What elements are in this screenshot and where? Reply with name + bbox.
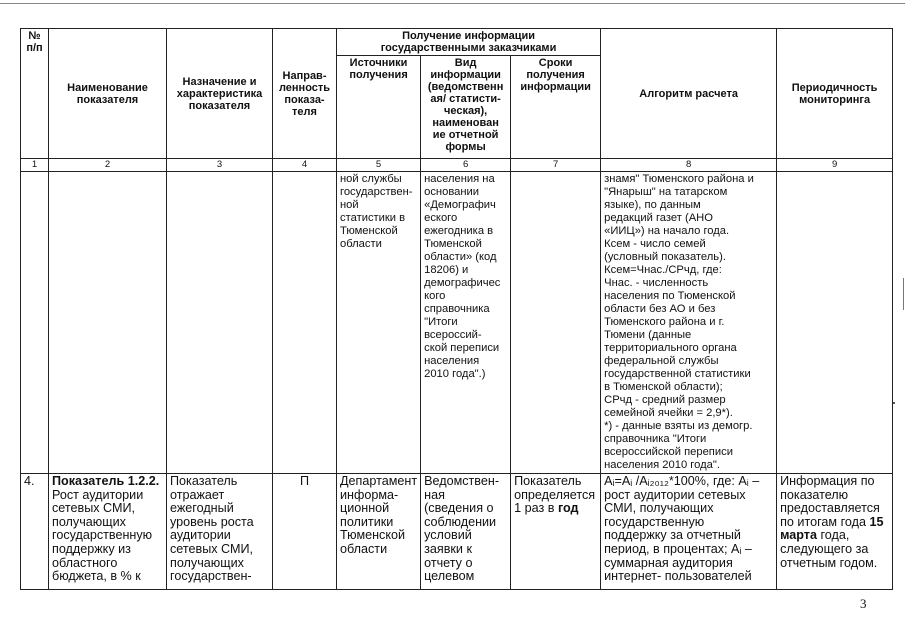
header-direction: Направ- ленность показа- теля bbox=[273, 29, 337, 159]
scan-edge-mark bbox=[903, 278, 904, 310]
header-source: Источники получения bbox=[337, 56, 421, 159]
column-number-row bbox=[21, 159, 893, 172]
continuation-source: ной службы государствен- ной статистики в Тюменской области bbox=[337, 172, 421, 474]
indicator-row-4 bbox=[21, 474, 893, 590]
header-info-group: Получение информации государственными заказчиками bbox=[337, 29, 601, 56]
indicator-code: Показатель 1.2.2. bbox=[52, 474, 160, 488]
column-number: 9 bbox=[777, 159, 893, 172]
cell-empty bbox=[21, 172, 49, 474]
indicator-direction: П bbox=[273, 474, 337, 590]
indicator-source: Департамент информа- ционной политики Тюменской области bbox=[337, 474, 421, 590]
column-number: 1 bbox=[21, 159, 49, 172]
continuation-algorithm: знамя" Тюменского района и "Янарыш" на татарском языке), по данным редакций газет (АНО «ИИЦ») на начало года. Ксем - число семей (условный показатель). Ксем=Чнас./СРчд, где: Чнас. - численность населения по Тюменской области без АО и без Тюменского района и г. Тюмени (данные территориального органа федеральной службы государственной статистики в Тюменской области); СРчд - средний размер семейной ячейки = 2,9*). *) - данные взяты из демогр. справочника "Итоги всероссийской переписи населения 2010 года". bbox=[601, 172, 777, 474]
header-indicator-name: Наименование показателя bbox=[49, 29, 167, 159]
indicator-periodicity-cell bbox=[777, 474, 893, 590]
header-algorithm: Алгоритм расчета bbox=[601, 29, 777, 159]
column-number: 8 bbox=[601, 159, 777, 172]
column-number: 3 bbox=[167, 159, 273, 172]
indicators-table bbox=[20, 28, 893, 590]
scan-speck bbox=[893, 402, 895, 404]
cell-empty bbox=[167, 172, 273, 474]
column-number: 5 bbox=[337, 159, 421, 172]
cell-empty bbox=[49, 172, 167, 474]
cell-empty bbox=[511, 172, 601, 474]
header-purpose: Назначение и характеристика показателя bbox=[167, 29, 273, 159]
indicator-purpose: Показатель отражает ежегодный уровень роста аудитории сетевых СМИ, получающих государствен- bbox=[167, 474, 273, 590]
indicator-deadline: Показатель определяется 1 раз в bbox=[514, 474, 596, 516]
cell-empty bbox=[777, 172, 893, 474]
periodicity-text: Информация по показателю предоставляется по итогам года bbox=[780, 474, 880, 529]
column-number: 7 bbox=[511, 159, 601, 172]
periodicity-date: 15 марта bbox=[780, 514, 884, 543]
header-info-kind: Вид информации (ведомственн ая/ статисти- ческая), наименован ие отчетной формы bbox=[421, 56, 511, 159]
indicator-name-cell bbox=[49, 474, 167, 590]
header-number: № п/п bbox=[21, 29, 49, 159]
continuation-info-kind: населения на основании «Демографич еского ежегодника в Тюменской области» (код 18206) и демографичес кого справочника "Итоги всероссий- ской переписи населения 2010 года".) bbox=[421, 172, 511, 474]
top-border-line bbox=[0, 3, 905, 4]
column-number: 2 bbox=[49, 159, 167, 172]
indicator-info-kind: Ведомствен- ная (сведения о соблюдении условий заявки к отчету о целевом bbox=[421, 474, 511, 590]
header-deadline: Сроки получения информации bbox=[511, 56, 601, 159]
row-number: 4. bbox=[21, 474, 49, 590]
indicator-algorithm: Aᵢ=Aᵢ /Aᵢ₂₀₁₂*100%, где: Aᵢ – рост аудитории сетевых СМИ, получающих государственную поддержку за отчетный период, в процентах; Aᵢ – суммарная аудитория интернет- пользователей bbox=[601, 474, 777, 590]
continuation-row bbox=[21, 172, 893, 474]
cell-empty bbox=[273, 172, 337, 474]
column-number: 6 bbox=[421, 159, 511, 172]
indicator-deadline-cell bbox=[511, 474, 601, 590]
indicator-deadline-unit: год bbox=[557, 501, 579, 516]
page-number: 3 bbox=[860, 596, 867, 611]
indicator-name: Рост аудитории сетевых СМИ, получающих государственную поддержку из областного бюджета, в % к bbox=[52, 487, 153, 584]
periodicity-text-end: года, следующего за отчетным годом. bbox=[780, 528, 878, 570]
column-number: 4 bbox=[273, 159, 337, 172]
header-periodicity: Периодичность мониторинга bbox=[777, 29, 893, 159]
header-row-1 bbox=[21, 29, 893, 56]
